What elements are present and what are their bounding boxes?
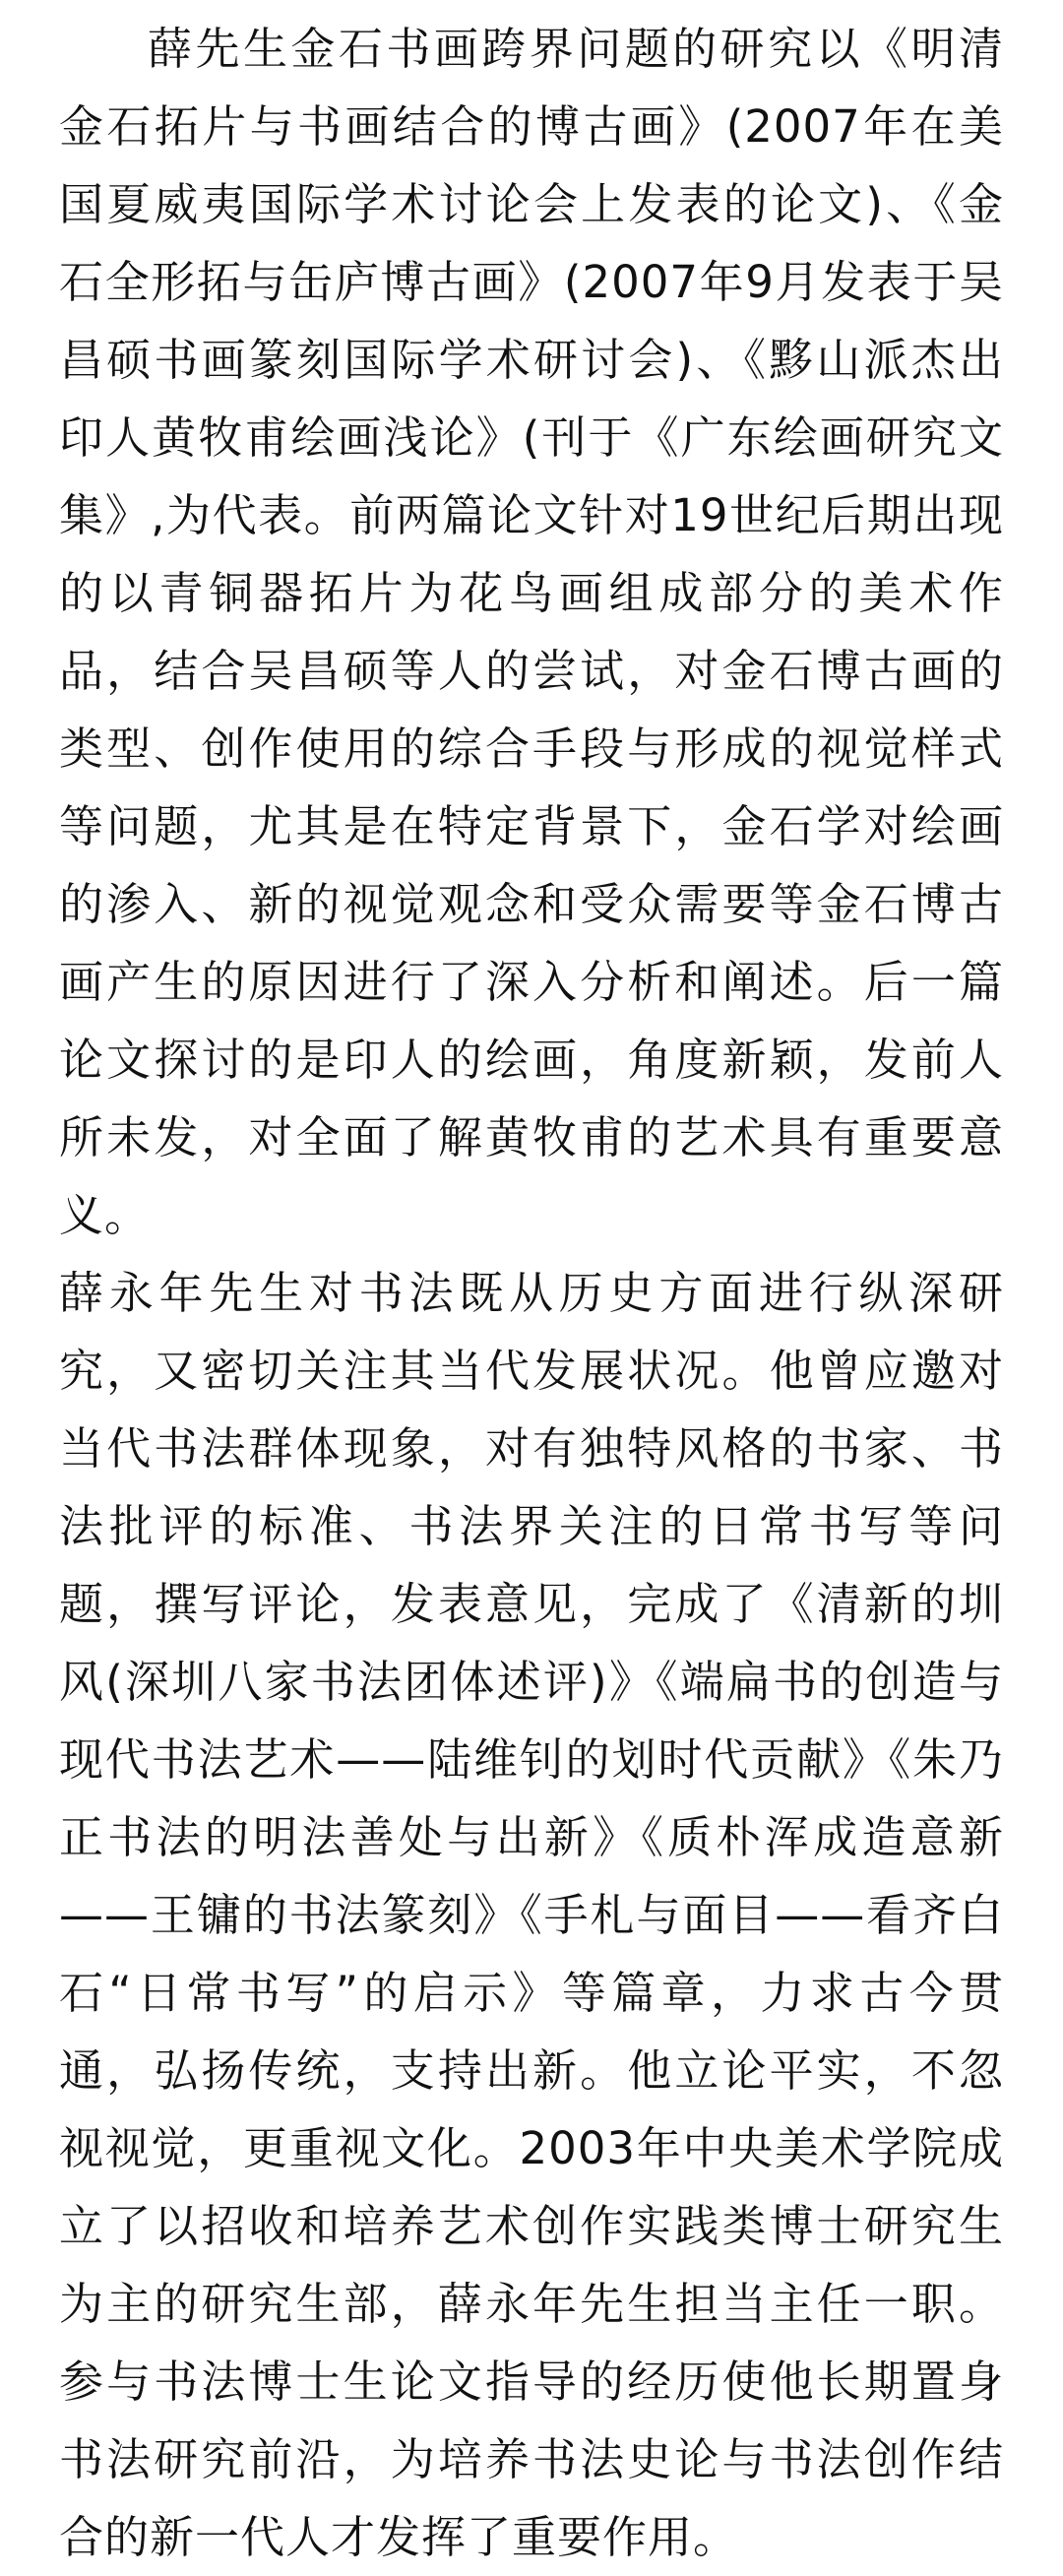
paragraph-calligraphy-criticism: 薛永年先生对书法既从历史方面进行纵深研究，又密切关注其当代发展状况。他曾应邀对当代书法群体现象，对有独特风格的书家、书法批评的标准、书法界关注的日常书写等问题，撰写评论，发表意见，完成了《清新的圳风(深圳八家书法团体述评)》《端扁书的创造与现代书法艺术——陆维钊的划时代贡献》《朱乃正书法的明法善处与出新》《质朴浑成造意新——王镛的书法篆刻》《手札与面目——看齐白石“日常书写”的启示》等篇章，力求古今贯通，弘扬传统，支持出新。他立论平实，不忽视视觉，更重视文化。2003年中央美术学院成立了以招收和培养艺术创作实践类博士研究生为主的研究生部，薛永年先生担当主任一职。参与书法博士生论文指导的经历使他长期置身书法研究前沿，为培养书法史论与书法创作结合的新一代人才发挥了重要作用。	[59, 1267, 1004, 2563]
paragraph-calligraphy-painting-research: 薛先生金石书画跨界问题的研究以《明清金石拓片与书画结合的博古画》(2007年在美国夏威夷国际学术讨论会上发表的论文)、《金石全形拓与缶庐博古画》(2007年9月发表于吴昌硕书画篆刻国际学术研讨会)、《黟山派杰出印人黄牧甫绘画浅论》(刊于《广东绘画研究文集》,为代表。前两篇论文针对19世纪后期出现的以青铜器拓片为花鸟画组成部分的美术作品，结合吴昌硕等人的尝试，对金石博古画的类型、创作使用的综合手段与形成的视觉样式等问题，尤其是在特定背景下，金石学对绘画的渗入、新的视觉观念和受众需要等金石博古画产生的原因进行了深入分析和阐述。后一篇论文探讨的是印人的绘画，角度新颖，发前人所未发，对全面了解黄牧甫的艺术具有重要意义。	[59, 23, 1004, 1241]
